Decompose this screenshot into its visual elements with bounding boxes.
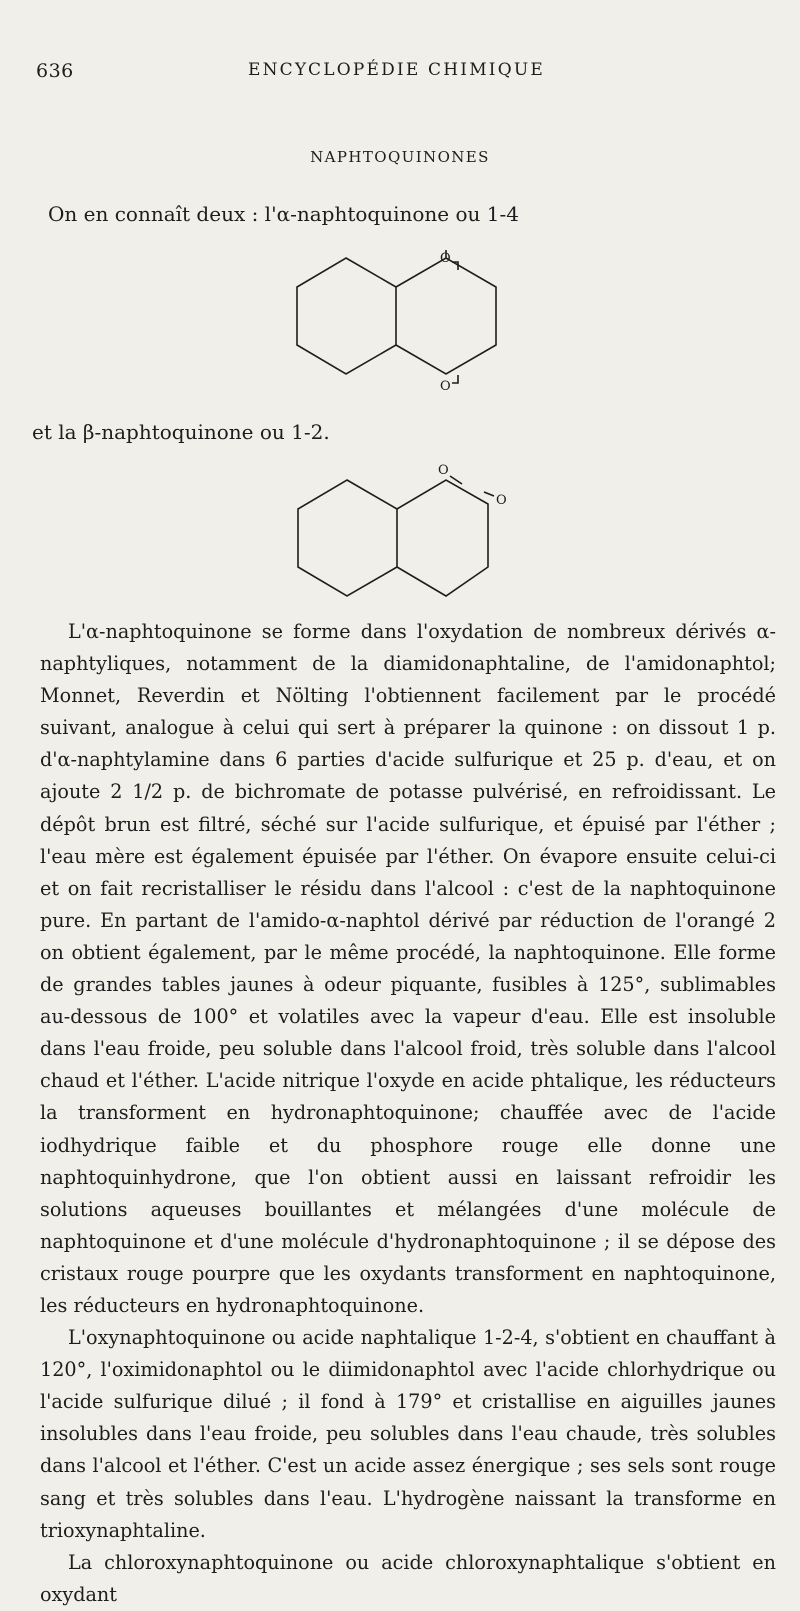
- paragraph-alpha-naphtoquinone: L'α-naphtoquinone se forme dans l'oxydation de nombreux dérivés α-naphtyliques, notamment de la diamidonaphtaline, de l'amidonaphtol; Monnet, Reverdin et Nölting l'obtiennent facilement par le procédé suivant, analogue à celui qui sert à préparer la quinone : on dissout 1 p. d'α-naphtylamine dans 6 parties d'acide sulfurique et 25 p. d'eau, et on ajoute 2 1/2 p. de bichromate de potasse pulvérisé, en refroidissant. Le dépôt brun est filtré, séché sur l'acide sulfurique, et épuisé par l'éther ; l'eau mère est également épuisée par l'éther. On évapore ensuite celui-ci et on fait recristalliser le résidu dans l'alcool : c'est de la naphtoquinone pure. En partant de l'amido-α-naphtol dérivé par réduction de l'orangé 2 on obtient également, par le même procédé, la naphtoquinone. Elle forme de grandes tables jaunes à odeur piquante, fusibles à 125°, sublimables au-dessous de 100° et volatiles avec la vapeur d'eau. Elle est insoluble dans l'eau froide, peu soluble dans l'alcool froid, très soluble dans l'alcool chaud et l'éther. L'acide nitrique l'oxyde en acide phtalique, les réducteurs la transforment en hydronaphtoquinone; chauffée avec de l'acide iodhydrique faible et du phosphore rouge elle donne une naphtoquinhydrone, que l'on obtient aussi en laissant refroidir les solutions aqueuses bouillantes et mélangées d'une molécule de naphtoquinone et d'une molécule d'hydronaphtoquinone ; il se dépose des cristaux rouge pourpre que les oxydants transforment en naphtoquinone, les réducteurs en hydronaphtoquinone.: [40, 620, 776, 1317]
- right-oxygen-bond: [484, 492, 494, 496]
- paragraph-chloroxynaphtoquinone: La chloroxynaphtoquinone ou acide chloroxynaphtalique s'obtient en oxydant: [40, 1550, 776, 1606]
- left-ring: [298, 480, 397, 596]
- beta-naphtoquinone-structure: [0, 458, 800, 608]
- right-ring: [397, 480, 488, 596]
- alpha-intro-line: On en connaît deux : l'α-naphtoquinone ou 1-4: [48, 202, 519, 226]
- body-text: [40, 616, 776, 1611]
- left-ring: [297, 258, 396, 374]
- running-title: ENCYCLOPÉDIE CHIMIQUE: [248, 60, 545, 80]
- bottom-oxygen-hook: [452, 375, 458, 383]
- beta-intro-line: et la β-naphtoquinone ou 1-2.: [32, 420, 330, 444]
- section-title: NAPHTOQUINONES: [310, 148, 490, 166]
- top-oxygen-label: O: [438, 463, 449, 478]
- page-number: 636: [36, 60, 74, 82]
- right-ring: [396, 258, 496, 374]
- paragraph-oxynaphtoquinone: L'oxynaphtoquinone ou acide naphtalique 1-2-4, s'obtient en chauffant à 120°, l'oximidonaphtol ou le diimidonaphtol avec l'acide chlorhydrique ou l'acide sulfurique dilué ; il fond à 179° et cristallise en aiguilles jaunes insolubles dans l'eau froide, peu solubles dans l'eau chaude, très solubles dans l'alcool et l'éther. C'est un acide assez énergique ; ses sels sont rouge sang et très solubles dans l'eau. L'hydrogène naissant la transforme en trioxynaphtaline.: [40, 1326, 776, 1542]
- page-header: [36, 60, 764, 88]
- alpha-naphtoquinone-structure: [0, 240, 800, 410]
- right-oxygen-label: O: [496, 493, 507, 508]
- top-oxygen-label: O: [440, 251, 451, 266]
- bottom-oxygen-label: O: [440, 379, 451, 394]
